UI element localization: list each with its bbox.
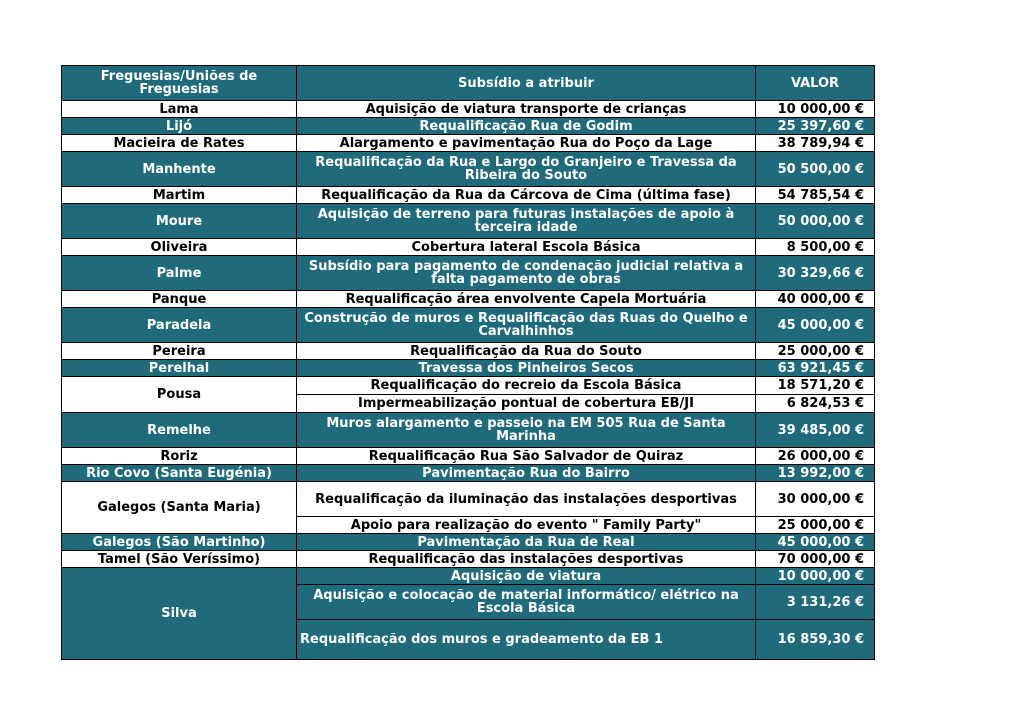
subsidies-table: [61, 65, 875, 660]
freguesia-cell: Galegos (São Martinho): [62, 534, 297, 551]
table-row: [62, 465, 875, 482]
valor-cell: 25 000,00 €: [756, 517, 875, 534]
freguesia-cell: Oliveira: [62, 239, 297, 256]
freguesia-cell: Roriz: [62, 448, 297, 465]
table-row: [62, 135, 875, 152]
subsidio-cell: Requalificação da Rua e Largo do Granjeiro e Travessa da Ribeira do Souto: [297, 152, 756, 187]
table-row: [62, 551, 875, 568]
valor-cell: 18 571,20 €: [756, 377, 875, 395]
table-row: [62, 482, 875, 517]
subsidio-cell: Aquisição e colocação de material informático/ elétrico na Escola Básica: [297, 585, 756, 620]
subsidio-cell: Alargamento e pavimentação Rua do Poço da Lage: [297, 135, 756, 152]
valor-cell: 54 785,54 €: [756, 187, 875, 204]
subsidio-cell: Requalificação área envolvente Capela Mortuária: [297, 291, 756, 308]
freguesia-cell: Tamel (São Veríssimo): [62, 551, 297, 568]
freguesia-cell: Pousa: [62, 377, 297, 413]
valor-cell: 10 000,00 €: [756, 568, 875, 585]
valor-cell: 30 329,66 €: [756, 256, 875, 291]
valor-cell: 70 000,00 €: [756, 551, 875, 568]
column-header-valor: VALOR: [756, 66, 875, 101]
freguesia-cell: Remelhe: [62, 413, 297, 448]
subsidio-cell: Requalificação da iluminação das instalações desportivas: [297, 482, 756, 517]
subsidio-cell: Requalificação do recreio da Escola Básica: [297, 377, 756, 395]
subsidio-cell: Aquisição de terreno para futuras instalações de apoio à terceira idade: [297, 204, 756, 239]
valor-cell: 30 000,00 €: [756, 482, 875, 517]
freguesia-cell: Martim: [62, 187, 297, 204]
valor-cell: 8 500,00 €: [756, 239, 875, 256]
valor-cell: 45 000,00 €: [756, 308, 875, 343]
table-row: [62, 239, 875, 256]
table-row: [62, 377, 875, 395]
table-row: [62, 101, 875, 118]
valor-cell: 6 824,53 €: [756, 395, 875, 413]
table-row: [62, 448, 875, 465]
subsidio-cell: Travessa dos Pinheiros Secos: [297, 360, 756, 377]
subsidio-cell: Requalificação da Rua da Cárcova de Cima (última fase): [297, 187, 756, 204]
freguesia-cell: Rio Covo (Santa Eugénia): [62, 465, 297, 482]
valor-cell: 25 000,00 €: [756, 343, 875, 360]
valor-cell: 50 500,00 €: [756, 152, 875, 187]
subsidio-cell: Impermeabilização pontual de cobertura EB/JI: [297, 395, 756, 413]
valor-cell: 39 485,00 €: [756, 413, 875, 448]
table-row: [62, 568, 875, 585]
freguesia-cell: Perelhal: [62, 360, 297, 377]
freguesia-cell: Paradela: [62, 308, 297, 343]
freguesia-cell: Panque: [62, 291, 297, 308]
subsidio-cell: Requalificação das instalações desportivas: [297, 551, 756, 568]
freguesia-cell: Lama: [62, 101, 297, 118]
header-row: [62, 66, 875, 101]
subsidio-cell: Muros alargamento e passeio na EM 505 Rua de Santa Marinha: [297, 413, 756, 448]
freguesia-cell: Silva: [62, 568, 297, 660]
valor-cell: 16 859,30 €: [756, 620, 875, 660]
valor-cell: 3 131,26 €: [756, 585, 875, 620]
table-row: [62, 413, 875, 448]
table-row: [62, 204, 875, 239]
subsidio-cell: Cobertura lateral Escola Básica: [297, 239, 756, 256]
subsidio-cell: Subsídio para pagamento de condenação judicial relativa a falta pagamento de obras: [297, 256, 756, 291]
subsidio-cell: Requalificação da Rua do Souto: [297, 343, 756, 360]
valor-cell: 10 000,00 €: [756, 101, 875, 118]
subsidio-cell: Requalificação Rua de Godim: [297, 118, 756, 135]
valor-cell: 38 789,94 €: [756, 135, 875, 152]
freguesia-cell: Lijó: [62, 118, 297, 135]
valor-cell: 40 000,00 €: [756, 291, 875, 308]
freguesia-cell: Moure: [62, 204, 297, 239]
table-row: [62, 118, 875, 135]
table-row: [62, 291, 875, 308]
freguesia-cell: Galegos (Santa Maria): [62, 482, 297, 534]
subsidio-cell: Pavimentação da Rua de Real: [297, 534, 756, 551]
table-row: [62, 187, 875, 204]
freguesia-cell: Pereira: [62, 343, 297, 360]
subsidio-cell: Requalificação dos muros e gradeamento da EB 1: [297, 620, 756, 660]
subsidio-cell: Requalificação Rua São Salvador de Quiraz: [297, 448, 756, 465]
subsidio-cell: Aquisição de viatura: [297, 568, 756, 585]
table-row: [62, 256, 875, 291]
table-row: [62, 152, 875, 187]
valor-cell: 63 921,45 €: [756, 360, 875, 377]
subsidio-cell: Pavimentação Rua do Bairro: [297, 465, 756, 482]
table-row: [62, 308, 875, 343]
table-row: [62, 534, 875, 551]
column-header-subsidio: Subsídio a atribuir: [297, 66, 756, 101]
valor-cell: 50 000,00 €: [756, 204, 875, 239]
table-row: [62, 343, 875, 360]
freguesia-cell: Manhente: [62, 152, 297, 187]
valor-cell: 45 000,00 €: [756, 534, 875, 551]
subsidio-cell: Construção de muros e Requalificação das Ruas do Quelho e Carvalhinhos: [297, 308, 756, 343]
valor-cell: 13 992,00 €: [756, 465, 875, 482]
subsidio-cell: Apoio para realização do evento " Family Party": [297, 517, 756, 534]
valor-cell: 25 397,60 €: [756, 118, 875, 135]
valor-cell: 26 000,00 €: [756, 448, 875, 465]
freguesia-cell: Palme: [62, 256, 297, 291]
subsidio-cell: Aquisição de viatura transporte de crianças: [297, 101, 756, 118]
column-header-freguesia: Freguesias/Uniões de Freguesias: [62, 66, 297, 101]
freguesia-cell: Macieira de Rates: [62, 135, 297, 152]
table-row: [62, 360, 875, 377]
